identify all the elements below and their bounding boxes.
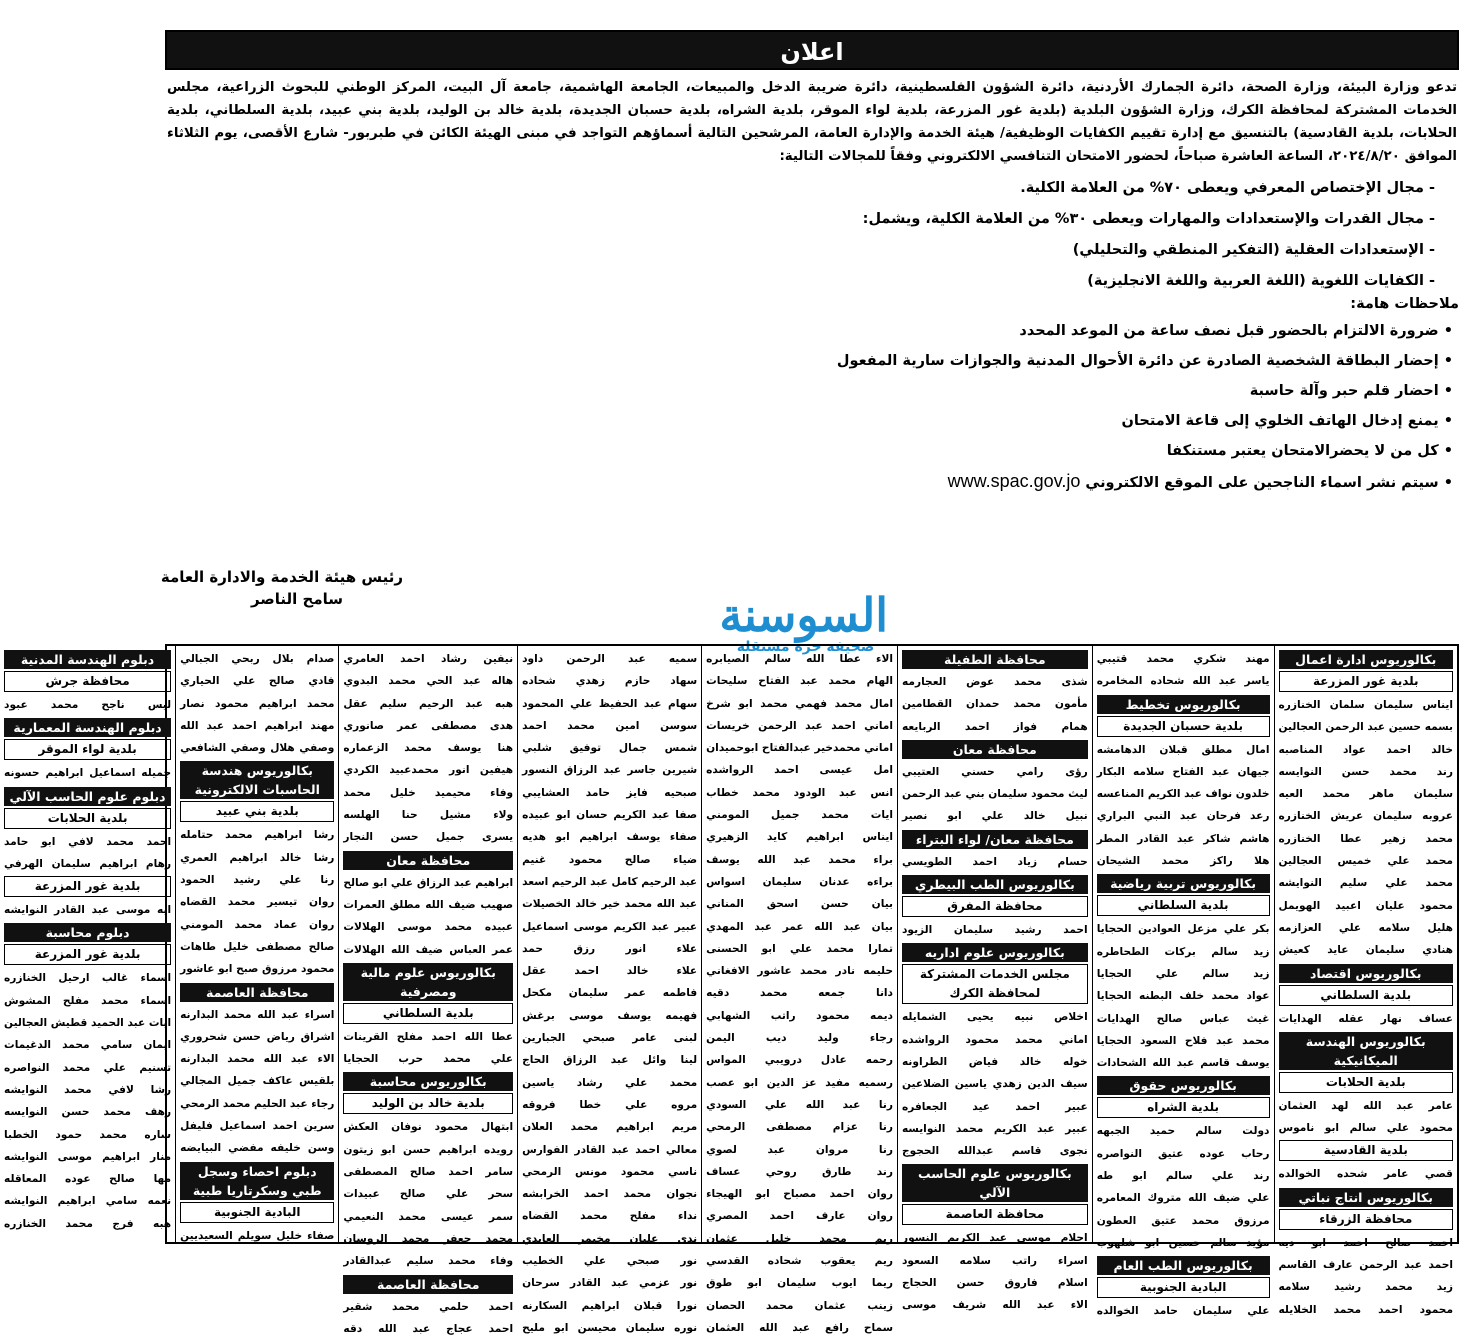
location-subheading: بلدية السلطاني [1279,985,1454,1006]
logo-main-text: السوسنة [719,588,888,642]
candidate-name: نور عزمي عبد القادر سرحان [522,1277,698,1290]
candidate-name: ضياء صالح محمود غنيم [522,853,698,866]
candidate-name: علي محمد حرب الحجايا [343,1053,514,1066]
candidate-name: شمس جمال توفيق شلبي [522,742,698,755]
candidate-name: اسراء عبد الله محمد البدارنه [180,1008,335,1021]
specialty-heading: دبلوم الهندسة المدنية [4,650,171,669]
signature-block [160,566,403,610]
note-item [165,380,1459,402]
note-item [165,440,1459,462]
candidate-name: ايات عبد الحميد قطيش العجالين [4,1017,172,1030]
exam-field-item: - الإستعدادات العقلية (التفكير المنطقي والتحليلي) [1072,242,1435,258]
location-subheading: بلدية بني عبيد [180,801,334,822]
signature-role: رئيس هيئة الخدمة والادارة العامة [160,568,403,586]
candidate-name: هاله عبد الحي محمد البدوي [343,675,514,688]
specialty-heading: بكالوريوس محاسبة [343,1072,513,1091]
candidate-name: زيد سالم بركات الطحاطره [1096,945,1270,958]
candidate-name: هبه عبد الرحيم سليم عقل [343,697,514,710]
candidate-name: ايناس سليمان سلمان الخنازره [1278,699,1453,711]
specialty-heading: دبلوم احصاء وسجل طبي وسكرتاريا طبية [180,1162,334,1200]
candidate-name: اسماء غالب ارحيل الخنازره [4,972,172,985]
candidate-name: عطا الله احمد مفلح القرينات [343,1030,514,1043]
location-subheading: محافظة الزرقاء [1279,1209,1454,1230]
note-text: • يمنع إدخال الهاتف الخلوي إلى قاعة الامتحان [1121,413,1453,429]
candidate-name: زيد سالم علي الحجايا [1096,967,1270,980]
location-subheading: بلدية لواء الموقر [4,739,171,760]
specialty-heading: بكالوريوس ادارة اعمال [1279,650,1454,669]
candidate-name: الاء عبد الله محمد البدارنه [180,1053,335,1066]
candidate-name: نداء مفلح محمد القضاه [522,1210,698,1223]
page-title: اعلان [165,30,1459,70]
candidate-name: ابتهال محمود نوفان العكش [343,1121,514,1134]
candidate-name: براء محمد عبد الله يوسف [706,853,893,866]
candidate-name: ديمه محمود راتب الشهابي [706,1009,893,1022]
signature-name: سامح الناصر [250,590,343,608]
specialty-heading: دبلوم علوم الحاسب الآلي [4,787,171,806]
candidate-name: عروبه سليمان عريش الخنازره [1278,810,1453,823]
candidate-name: وصفي هلال وصفي الشافعي [180,742,335,755]
candidate-name: ريم محمد خليل عثمان [706,1232,893,1245]
candidate-name: مرزوق محمد عتيق العطون [1096,1214,1270,1227]
candidate-name: نيفين رشاد احمد العامري [343,653,514,665]
candidate-name: عامر عبد الله لهد العثمان [1278,1099,1453,1112]
candidate-name: ياسر عبد الله شحاده المخامره [1096,675,1270,688]
candidate-name: سهام عبد الحفيظ علي المحمود [522,697,698,710]
candidate-name: اشراق رياض حسن شحروري [180,1030,335,1043]
candidate-name: روان عماد محمد المومني [180,918,335,931]
location-subheading: بلدية خالد بن الوليد [343,1093,513,1114]
candidate-name: رهام ابراهيم سليمان الهرفي [4,857,172,870]
candidate-name: عبير عبد الكريم محمد النوايسه [902,1122,1088,1135]
specialty-heading: بكالوريوس هندسة الحاسبات الالكترونية [180,761,334,799]
candidate-name: مهند شكري محمد قتيبي [1096,653,1270,665]
candidate-name: نبيل خالد علي ابو نصير [902,810,1088,823]
candidate-name: يسرى جميل حسن النجار [343,831,514,844]
specialty-heading: بكالوريوس علوم اداريه [902,943,1088,962]
candidate-name: احمد محمد لافي ابو حامد [4,835,172,848]
candidate-name: لينا وائل عبد الرزاق الحاج [522,1054,698,1067]
candidate-name: اسراء راتب سلامه السعود [902,1254,1088,1267]
candidate-name: وفاء محيميد خليل محمد [343,786,514,799]
candidate-name: هبه فرج محمد الخنازره [4,1217,172,1230]
specialty-heading: دبلوم محاسبة [4,923,171,942]
candidate-name: روان عارف احمد المصري [706,1210,893,1223]
candidate-name: صفا عبد الكريم حسان ابو عبيده [522,809,698,822]
candidate-name: شذى محمد عوض العجارمه [902,676,1088,688]
location-subheading: بلدية غور المزرعة [1279,671,1454,692]
location-subheading: بلدية غور المزرعة [4,876,171,897]
location-subheading: محافظة العاصمة [902,1204,1088,1225]
candidate-name: ايه موسى عبد القادر النوايشه [4,904,172,917]
specialty-heading: محافظة معان/ لواء البتراء [902,830,1088,849]
candidate-name: امل عيسى احمد الرواشده [706,764,893,777]
candidate-name: انس عبد الودود محمد خطاب [706,786,893,799]
logo-tagline: صحيفة حرة مستقلة [736,639,875,655]
candidate-name: سوسن امين محمد احمد [522,719,698,732]
candidate-name: عبد الله محمد خير خالد الخصيلات [522,898,698,911]
candidate-name: روان تيسير محمد القضاه [180,896,335,909]
candidate-name: حسام زياد احمد الطويسي [902,855,1088,868]
candidate-name: محمود عليان اعبيد الهويمل [1278,899,1453,912]
candidate-name: عبيده محمد موسى الهلالات [343,921,514,934]
candidate-name: نعمه سامي ابراهيم النوايشه [4,1195,172,1208]
candidate-name: محمود علي سالم ابو ناموس [1278,1122,1453,1135]
candidate-name: محمد زهير عطا الخنازره [1278,832,1453,845]
candidate-name: رنا عزام مصطفى الرمحي [706,1121,893,1134]
candidate-name: حليمه نادر محمد عاشور الافغاني [706,965,893,978]
exam-field-item: - مجال القدرات والإستعدادات والمهارات ويعطى ٣٠% من العلامة الكلية، ويشمل: [862,211,1435,227]
candidate-name: ريم يعقوب شحاده القدسي [706,1255,893,1268]
note-text: • احضار قلم حبر وآلة حاسبة [1249,383,1453,399]
notes-title: ملاحظات هامة: [1350,296,1459,312]
candidate-name: رسميه مفيد عز الدين ابو عصب [706,1076,893,1089]
exam-field-item: - الكفايات اللغوية (اللغة العربية واللغة الانجليزية) [1087,273,1435,289]
candidate-name: امال محمد فهمي محمد ابو شرخ [706,697,893,710]
candidate-name: تسنيم علي محمد النواصره [4,1061,172,1074]
candidate-name: خوله خالد فياض الطراونه [902,1055,1088,1068]
announcement-frame [160,30,1459,634]
candidate-name: بكر علي مزعل العوادين الحجايا [1096,923,1270,936]
candidate-name: عمر العباس ضيف الله الهلالات [343,943,514,956]
specialty-heading: بكالوريوس تربية رياضية [1097,874,1270,893]
candidate-name: رنا علي رشيد الحمود [180,874,335,887]
candidate-name: صهيب ضيف الله مطلق العمرات [343,898,514,911]
candidate-name: شيرين جاسر عبد الرزاق النسور [522,764,698,777]
specialty-heading: محافظة معان [902,740,1088,759]
location-subheading: البادية الجنوبية [180,1202,334,1223]
candidate-name: محمد عبد فلاح السعود الحجايا [1096,1034,1270,1047]
website-url[interactable]: www.spac.gov.jo [947,471,1081,491]
location-subheading: بلدية غور المزرعة [4,944,171,965]
candidate-name: محمد علي رشاد ياسين [522,1076,698,1089]
candidate-name: ايات محمد جميل المومني [706,809,893,822]
candidate-name: مأمون محمد حمدان القطامين [902,698,1088,711]
candidate-name: بيان حسن اسحق المناني [706,898,893,911]
candidate-name: ولاء مشيل حنا الهلسه [343,809,514,822]
candidate-name: رجاء وليد ديب اليمن [706,1032,893,1045]
candidates-column [897,646,1092,1312]
candidate-name: محمد علي سليم النوايشه [1278,877,1453,890]
candidate-name: قصي عامر شحده الخوالده [1278,1168,1453,1181]
candidate-name: احلام موسى عبد الكريم النسور [902,1232,1088,1245]
candidate-name: مهند ابراهيم احمد عبد الله [180,719,335,732]
candidate-name: براءه عدنان سليمان اسواس [706,875,893,888]
candidate-name: علي سليمان حامد الخوالده [1096,1305,1270,1318]
specialty-heading: محافظة العاصمة [343,1275,513,1294]
candidates-column [1274,646,1458,1316]
candidate-name: نوره سليمان محيسن ابو مليح [522,1321,698,1334]
candidate-name: هلا راكز محمد الشيحان [1096,855,1270,868]
candidate-name: سرين احمد اسماعيل فليفل [180,1120,335,1133]
candidate-name: نجوى قاسم عبدالله الحجوج [902,1145,1088,1158]
note-item [165,350,1459,372]
location-subheading: بلدية الحلابات [4,808,171,829]
candidate-name: همام فواز احمد الربايعه [902,720,1088,733]
notes-list [165,320,1459,494]
location-subheading: محافظة جرش [4,671,171,692]
candidate-name: عواد محمد خلف البطنه الحجايا [1096,990,1270,1003]
candidate-name: صبحيه فايز حامد العشايبي [522,786,698,799]
candidates-table [4,644,1459,1335]
candidate-name: محمد ابراهيم محمود نصار [180,697,335,710]
candidate-name: مها صالح عوده المعاقله [4,1173,172,1186]
specialty-heading: بكالوريوس الطب العام [1097,1256,1270,1275]
candidate-name: دولت سالم حميد الجبهه [1096,1125,1270,1138]
candidate-name: فادي صالح علي الحياري [180,675,335,688]
candidate-name: سليمان ماهر محمد العيه [1278,788,1453,801]
candidate-name: فاطمه عمر سليمان مكحل [522,987,698,1000]
candidate-name: سمر عيسى محمد النعيمي [343,1210,514,1223]
note-item [165,470,1459,494]
candidate-name: جميله اسماعيل ابراهيم حسونه [4,767,172,780]
candidate-name: الاء عبد الله شريف موسى [902,1299,1088,1312]
candidate-name: لبنى عامر صبحي الجبارين [522,1032,698,1045]
candidate-name: يوسف قاسم عبد الله الشحادات [1096,1057,1270,1070]
candidate-name: رشا لافي محمد النوايشه [4,1083,172,1096]
candidate-name: صالح مصطفى خليل طاهات [180,940,335,953]
candidate-name: الاء عطا الله سالم الصيابره [706,653,893,665]
candidate-name: علاء انور رزق حمد [522,942,698,955]
candidate-name: محمد جعفر محمد الروسان [343,1232,514,1245]
candidate-name: ناسي محمود مونس الرمحي [522,1165,698,1178]
location-subheading: بلدية الشراه [1097,1097,1270,1118]
candidate-name: جيهان عبد الفتاح سلامه البكار [1096,765,1270,778]
candidate-name: رحاب عوده عتيق النواصره [1096,1147,1270,1160]
candidate-name: احمد عجاج عبد الله دقه [343,1322,514,1335]
specialty-heading: دبلوم الهندسة المعمارية [4,718,171,737]
candidate-name: هدى مصطفى عمر صانوري [343,719,514,732]
candidate-name: سهاد حازم زهدي شحاده [522,675,698,688]
note-item [165,320,1459,342]
intro-paragraph: تدعو وزارة البيئة، وزارة الصحة، دائرة الجمارك الأردنية، دائرة الشؤون الفلسطينية، دائرة ضريبة الدخل والمبيعات، الجامعة الهاشمية، جامعة آل البيت، المركز الوطني للبحوث الزراعية، مجلس الخدمات المشتركة لمحافظة الكرك، وزارة الشؤون البلدية (بلدية غور المزرعة، بلدية لواء الموقر، بلدية الشراه، بلدية حسبان الجديدة، بلدية خالد بن الوليد، بلدية بني عبيد، بلدية السلطاني، بلدية الحلابات، بلدية القادسية) بالتنسيق مع إدارة تقييم الكفايات الوظيفية/ هيئة الخدمة والإدارة العامة، المرشحين التالية أسماؤهم التواجد في مبنى الهيئة الكائن في طبربور- شارع الأقصى، يوم الثلاثاء الموافق ٢٠٢٤/٨/٢٠، الساعة العاشرة صباحاً، لحضور الامتحان التنافسي الالكتروني وفقاً للمجالات التالية: [167,80,1457,164]
candidate-name: عساف نهار عقله الهدايات [1278,1012,1453,1025]
candidate-name: رحمه عادل درويبي المواس [706,1054,893,1067]
specialty-heading: محافظة الطفيلة [902,650,1088,669]
location-subheading: بلدية السلطاني [343,1003,513,1024]
candidate-name: رنا مروان عبد لصوي [706,1143,893,1156]
candidate-name: نجوان محمد احمد الخرابشه [522,1188,698,1201]
candidate-name: رعد فرحان عبد النبي البراري [1096,810,1270,823]
specialty-heading: بكالوريوس علوم مالية ومصرفية [343,963,513,1001]
candidate-name: هاشم شاكر عبد القادر المطر [1096,832,1270,845]
candidate-name: رهف محمد حسن النوايسه [4,1106,172,1119]
candidate-name: رؤى رامي حسني العتيبي [902,765,1088,778]
candidate-name: ساره محمد حمود الخطبا [4,1128,172,1141]
candidate-name: صفاء يوسف ابراهيم ابو هديه [522,831,698,844]
candidate-name: احمد رشيد سليمان الزيود [902,924,1088,937]
candidate-name: رند طارق روحي عساف [706,1165,893,1178]
candidate-name: علاء خالد احمد عقل [522,965,698,978]
location-subheading: محافظة المفرق [902,896,1088,917]
candidate-name: زيد محمد رشيد سلامه [1278,1281,1453,1294]
location-subheading: مجلس الخدمات المشتركة لمحافظة الكرك [902,964,1088,1004]
location-subheading: بلدية السلطاني [1097,895,1270,916]
candidate-name: منار ابراهيم موسى النوايشه [4,1150,172,1163]
candidates-column [1092,646,1274,1318]
candidate-name: خالد احمد عواد المناصبه [1278,743,1453,756]
candidate-name: رشا ابراهيم محمد حتامله [180,829,335,842]
specialty-heading: بكالوريوس الطب البيطري [902,875,1088,894]
candidate-name: ندى عليان مخيمر العايدي [522,1232,698,1245]
candidate-name: بسمه حسين عبد الرحمن العجالين [1278,721,1453,734]
candidate-name: وسن خليفه مفضي البيايضه [180,1142,335,1155]
candidate-name: رنا عبد الله علي السودي [706,1098,893,1111]
candidate-name: سيف الدين زهدي ياسين الضلاعين [902,1078,1088,1091]
candidate-name: معالي احمد عبد القادر الفوارس [522,1143,698,1156]
candidate-name: سامر احمد صالح المصطفى [343,1166,514,1179]
location-subheading: بلدية القادسية [1279,1140,1454,1161]
candidate-name: وفاء محمد سليم عبدالقادر [343,1255,514,1268]
candidate-name: ليث محمود سليمان بني عبد الرحمن [902,788,1088,801]
candidate-name: فهيمه يوسف موسى برغش [522,1009,698,1022]
candidate-name: زينب عثمان محمد الحصان [706,1299,893,1312]
exam-fields-list [165,177,1459,292]
specialty-heading: محافظة معان [343,851,513,870]
candidate-name: نورا قبلان ابراهيم السكارنه [522,1299,698,1312]
candidate-name: مريم ابراهيم محمد العلان [522,1121,698,1134]
specialty-heading: محافظة العاصمة [180,983,334,1002]
candidate-name: ايمان سامي محمد الدغيمات [4,1039,172,1052]
candidate-name: هنادي سليمان عايد كعيش [1278,944,1453,957]
candidate-name: نور صبحي علي الخطيب [522,1255,698,1268]
candidate-name: رند علي سالم ابو طه [1096,1170,1270,1183]
candidate-name: محمد علي خميس العجالين [1278,855,1453,868]
candidate-name: سميه عبد الرحمن داود [522,653,698,665]
candidate-name: محمود مرزوق صبح ابو عاشور [180,963,335,976]
candidates-column [701,646,897,1334]
candidate-name: سماح رافع عبد الله العثمان [706,1321,893,1334]
candidate-name: هليل سلامه علي العزازمه [1278,921,1453,934]
candidate-name: رند محمد حسن النوايسه [1278,765,1453,778]
specialty-heading: بكالوريوس تخطيط [1097,695,1270,714]
candidate-name: محمود احمد محمد الخلايله [1278,1303,1453,1316]
candidate-name: اسماء محمد مفلح المشوش [4,994,172,1007]
candidate-name: اسلام فاروق حسن الحجاج [902,1277,1088,1290]
candidate-name: بيان عبد الله عمر عبد المهدي [706,920,893,933]
candidate-name: سحر علي صالح عبيدات [343,1188,514,1201]
specialty-heading: بكالوريوس انتاج نباتي [1279,1188,1454,1207]
candidate-name: رجاء عبد الحليم محمد الرمحي [180,1097,335,1110]
candidate-name: غيث عباس صالح الهدايات [1096,1012,1270,1025]
note-text: • ضرورة الالتزام بالحضور قبل نصف ساعة من الموعد المحدد [1019,323,1453,339]
candidate-name: احمد عبد الرحمن عارف القاسم [1278,1259,1453,1272]
note-text: • كل من لا يحضرالامتحان يعتبر مستنكفا [1166,443,1453,459]
candidate-name: دانا جمعه محمد دقيه [706,987,893,1000]
candidate-name: صدام بلال ربحي الجبالي [180,653,335,665]
specialty-heading: بكالوريوس اقتصاد [1279,964,1454,983]
candidate-name: احمد صالح احمد ابو ديه [1278,1236,1453,1249]
candidate-name: ليس ناجح محمد عبود [4,699,172,711]
candidate-name: تمارا محمد علي ابو الحسنى [706,942,893,955]
specialty-heading: بكالوريوس علوم الحاسب الآلي [902,1164,1088,1202]
candidate-name: رويده ابراهيم حسن ابو زيتون [343,1143,514,1156]
candidates-column [0,646,175,1242]
candidate-name: اماني محمد محمود الرواشده [902,1033,1088,1046]
candidate-name: ايناس ابراهيم كايد الزهيري [706,831,893,844]
candidate-name: احمد حلمي محمد شقير [343,1300,514,1313]
candidate-name: امال مطلق قبلان الدهامشه [1096,743,1270,756]
location-subheading: البادية الجنوبية [1097,1277,1270,1298]
location-subheading: بلدية حسبان الجديدة [1097,716,1270,737]
candidate-name: عبير عبد الكريم موسى اسماعيل [522,920,698,933]
candidate-name: هنا يوسف محمد الزعماره [343,742,514,755]
candidate-name: عبد الرحيم كامل عبد الرحيم اسعد [522,875,698,888]
candidates-column [517,646,701,1334]
candidate-name: علي ضيف الله متروك المعامره [1096,1192,1270,1205]
exam-field-item: - مجال الإختصاص المعرفي ويعطى ٧٠% من العلامة الكلية. [1020,180,1435,196]
candidate-name: مروه علي خطا فروقه [522,1098,698,1111]
candidates-column [175,646,338,1242]
location-subheading: بلدية الحلابات [1279,1072,1454,1093]
candidates-column [338,646,517,1335]
candidate-name: اخلاص نبيه يحيى الشمايله [902,1011,1088,1024]
candidate-name: صفاء خليل سويلم السعيديين [180,1229,335,1242]
candidate-name: خلدون نواف عبد الكريم المناعسه [1096,788,1270,801]
note-text: • سيتم نشر اسماء الناجحين على الموقع الالكتروني [1080,475,1453,491]
candidate-name: ابراهيم عبد الرزاق علي ابو صالح [343,876,514,889]
candidate-name: مؤيد سالم حسين ابو شلهوب [1096,1236,1270,1249]
candidate-name: رشا خالد ابراهيم العمري [180,851,335,864]
candidate-name: الهام محمد عبد الفتاح سليحات [706,675,893,688]
candidate-name: اماني احمد عبد الرحمن خريسات [706,719,893,732]
note-text: • إحضار البطاقة الشخصية الصادرة عن دائرة الأحوال المدنية والجوازات سارية المفعول [836,353,1453,369]
candidate-name: اماني محمدخير عبدالفتاح ابوحميدان [706,742,893,755]
specialty-heading: بكالوريوس حقوق [1097,1076,1270,1095]
note-item [165,410,1459,432]
candidate-name: روان احمد مصباح ابو الهيجاء [706,1188,893,1201]
candidate-name: ريما ايوب سليمان ابو طوق [706,1277,893,1290]
candidate-name: عبير احمد عيد الجعافره [902,1100,1088,1113]
candidate-name: بلقيس عاكف جميل المجالي [180,1075,335,1088]
candidate-name: هيفين انور محمدعبيد الكردي [343,764,514,777]
specialty-heading: بكالوريوس الهندسة الميكانيكية [1279,1032,1454,1070]
